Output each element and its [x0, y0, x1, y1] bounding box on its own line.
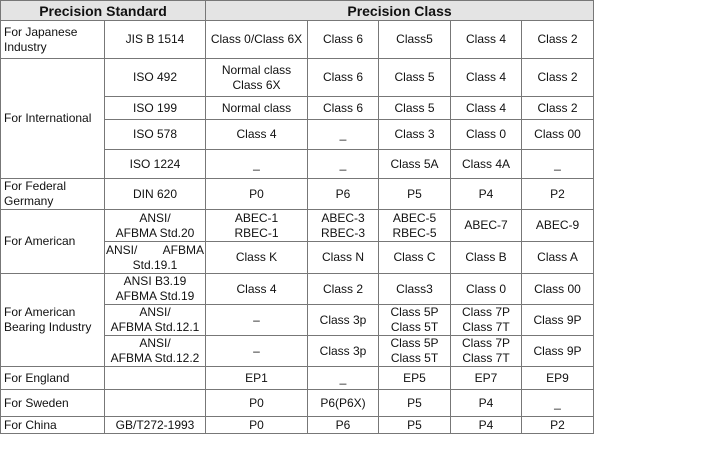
- table-row: [1, 367, 594, 390]
- class-cell: Class 2: [522, 59, 594, 97]
- class-cell: Class 5A: [379, 150, 451, 179]
- category-cell: For Sweden: [1, 390, 105, 417]
- class-cell: Class5: [379, 21, 451, 59]
- standard-cell: JIS B 1514: [105, 21, 206, 59]
- class-cell: Class 4: [451, 21, 522, 59]
- category-cell: For International: [1, 59, 105, 179]
- category-cell: For Federal Germany: [1, 179, 105, 210]
- class-cell: Normal class Class 6X: [206, 59, 308, 97]
- class-cell: Class 4: [206, 120, 308, 150]
- category-cell: For England: [1, 367, 105, 390]
- class-cell: ABEC-7: [451, 210, 522, 242]
- table-row: [1, 210, 594, 242]
- class-cell: Class B: [451, 242, 522, 274]
- class-cell: ABEC-3 RBEC-3: [308, 210, 379, 242]
- standard-cell: GB/T272-1993: [105, 417, 206, 434]
- class-cell: P6(P6X): [308, 390, 379, 417]
- class-cell: Class 4: [206, 274, 308, 305]
- category-cell: For American Bearing Industry: [1, 274, 105, 367]
- precision-standard-header: Precision Standard: [1, 1, 206, 21]
- class-cell: _: [308, 150, 379, 179]
- class-cell: Class N: [308, 242, 379, 274]
- standard-cell: ISO 578: [105, 120, 206, 150]
- header-row: [1, 1, 594, 21]
- class-cell: Class 9P: [522, 336, 594, 367]
- class-cell: P5: [379, 390, 451, 417]
- class-cell: Class 5: [379, 97, 451, 120]
- class-cell: Class 2: [522, 21, 594, 59]
- class-cell: EP7: [451, 367, 522, 390]
- table-row: [1, 21, 594, 59]
- class-cell: _: [308, 367, 379, 390]
- class-cell: Class 00: [522, 120, 594, 150]
- class-cell: Class 5P Class 5T: [379, 305, 451, 336]
- class-cell: Normal class: [206, 97, 308, 120]
- class-cell: _: [308, 120, 379, 150]
- standard-cell: ISO 492: [105, 59, 206, 97]
- class-cell: EP5: [379, 367, 451, 390]
- class-cell: Class 6: [308, 21, 379, 59]
- class-cell: _: [522, 390, 594, 417]
- class-cell: _: [206, 150, 308, 179]
- class-cell: Class 5: [379, 59, 451, 97]
- table-row: [1, 59, 594, 97]
- class-cell: Class 4: [451, 59, 522, 97]
- table-row: [1, 390, 594, 417]
- class-cell: –: [206, 305, 308, 336]
- class-cell: EP9: [522, 367, 594, 390]
- class-cell: Class3: [379, 274, 451, 305]
- class-cell: Class A: [522, 242, 594, 274]
- standard-cell: DIN 620: [105, 179, 206, 210]
- class-cell: Class 00: [522, 274, 594, 305]
- class-cell: Class 4: [451, 97, 522, 120]
- class-cell: Class 7P Class 7T: [451, 336, 522, 367]
- class-cell: Class 9P: [522, 305, 594, 336]
- category-cell: For Japanese Industry: [1, 21, 105, 59]
- class-cell: Class 6: [308, 97, 379, 120]
- class-cell: Class 4A: [451, 150, 522, 179]
- class-cell: Class 6: [308, 59, 379, 97]
- class-cell: Class K: [206, 242, 308, 274]
- class-cell: P0: [206, 417, 308, 434]
- class-cell: P2: [522, 179, 594, 210]
- standard-cell: ISO 199: [105, 97, 206, 120]
- class-cell: Class 5P Class 5T: [379, 336, 451, 367]
- standard-cell: ANSI/ AFBMA Std.20: [105, 210, 206, 242]
- standard-cell: ISO 1224: [105, 150, 206, 179]
- class-cell: P6: [308, 179, 379, 210]
- table-row: [1, 274, 594, 305]
- class-cell: Class 0: [451, 120, 522, 150]
- class-cell: P4: [451, 179, 522, 210]
- class-cell: Class 3p: [308, 336, 379, 367]
- class-cell: Class 2: [308, 274, 379, 305]
- class-cell: –: [206, 336, 308, 367]
- class-cell: P4: [451, 417, 522, 434]
- class-cell: P0: [206, 390, 308, 417]
- class-cell: P0: [206, 179, 308, 210]
- standard-cell: [105, 242, 206, 274]
- class-cell: Class 0: [451, 274, 522, 305]
- class-cell: P5: [379, 417, 451, 434]
- standard-cell: [105, 367, 206, 390]
- class-cell: ABEC-9: [522, 210, 594, 242]
- standard-cell: ANSI/ AFBMA Std.12.2: [105, 336, 206, 367]
- class-cell: P2: [522, 417, 594, 434]
- table-row: [1, 417, 594, 434]
- table-row: [1, 179, 594, 210]
- standard-cell: [105, 390, 206, 417]
- class-cell: Class C: [379, 242, 451, 274]
- standard-prefix: ANSI/: [106, 242, 138, 257]
- standard-suffix: Std.19.1: [132, 257, 178, 272]
- category-cell: For American: [1, 210, 105, 274]
- table-body: [1, 21, 594, 434]
- class-cell: ABEC-5 RBEC-5: [379, 210, 451, 242]
- category-cell: For China: [1, 417, 105, 434]
- class-cell: P4: [451, 390, 522, 417]
- standard-prefix-right: AFBMA: [162, 242, 204, 257]
- class-cell: P6: [308, 417, 379, 434]
- precision-class-header: Precision Class: [206, 1, 594, 21]
- class-cell: EP1: [206, 367, 308, 390]
- class-cell: ABEC-1 RBEC-1: [206, 210, 308, 242]
- class-cell: Class 3p: [308, 305, 379, 336]
- standard-cell: ANSI B3.19 AFBMA Std.19: [105, 274, 206, 305]
- class-cell: Class 3: [379, 120, 451, 150]
- class-cell: _: [522, 150, 594, 179]
- standard-cell: ANSI/ AFBMA Std.12.1: [105, 305, 206, 336]
- class-cell: Class 2: [522, 97, 594, 120]
- class-cell: P5: [379, 179, 451, 210]
- class-cell: Class 7P Class 7T: [451, 305, 522, 336]
- class-cell: Class 0/Class 6X: [206, 21, 308, 59]
